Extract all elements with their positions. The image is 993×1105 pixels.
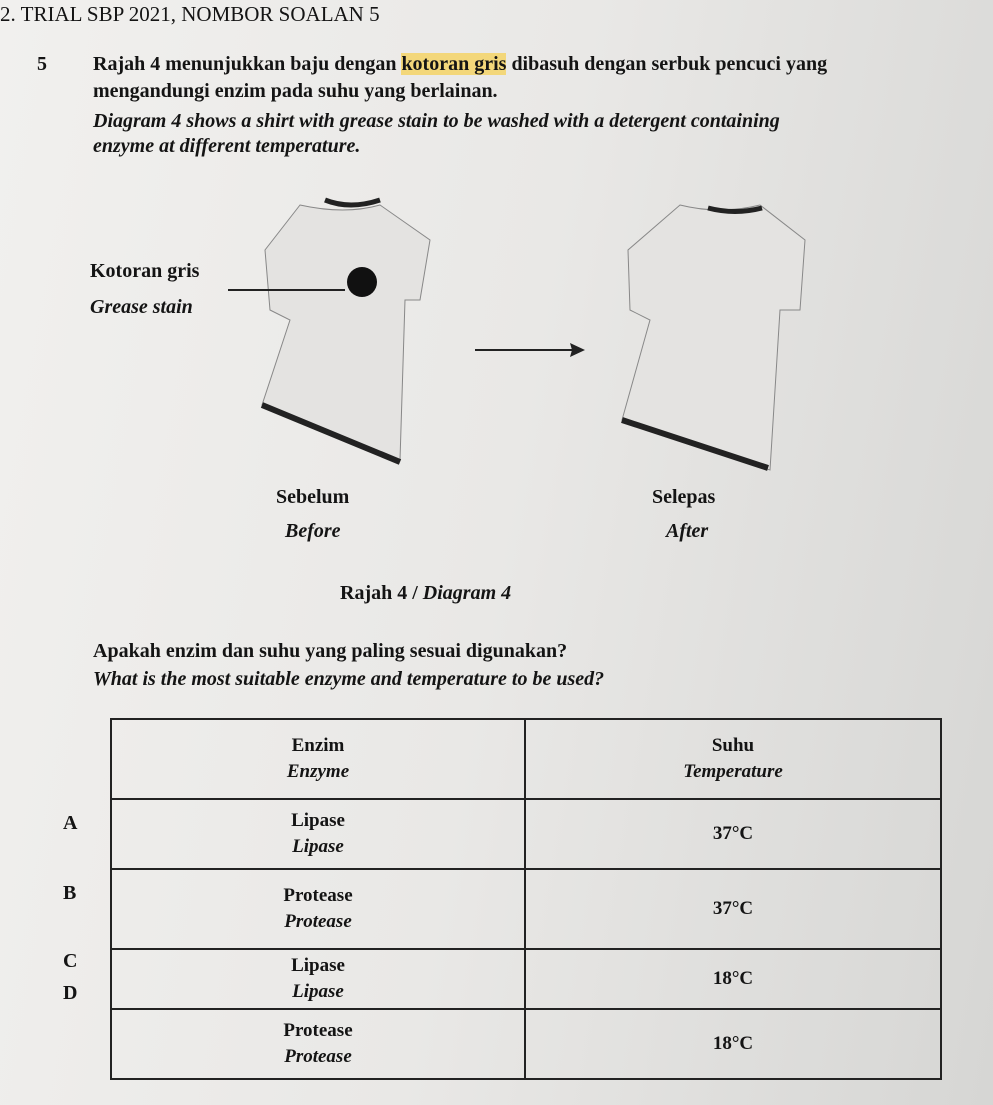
enzyme-cell [111, 949, 525, 1009]
shirt-before [262, 205, 430, 460]
text: Rajah 4 menunjukkan baju dengan [93, 53, 402, 75]
enzyme-cell [111, 799, 525, 869]
text: Temperature [683, 761, 783, 782]
temp-cell: 37°C [525, 799, 941, 869]
header: 2. TRIAL SBP 2021, NOMBOR SOALAN 5 [0, 2, 380, 26]
text: dibasuh dengan serbuk pencuci yang [506, 53, 828, 75]
text: Protease [283, 885, 353, 906]
prompt-en: What is the most suitable enzyme and temperature to be used? [93, 668, 605, 690]
text: Protease [284, 1046, 352, 1067]
question-ms-line2: mengandungi enzim pada suhu yang berlainan. [93, 80, 498, 102]
table-header [111, 719, 941, 799]
option-a-letter[interactable]: A [63, 812, 78, 834]
text: Lipase [291, 810, 345, 831]
table-row[interactable] [111, 949, 941, 1009]
after-en: After [666, 520, 709, 542]
temp-cell: 37°C [525, 869, 941, 949]
table-row[interactable] [111, 1009, 941, 1079]
grease-stain [347, 267, 377, 297]
table-row[interactable] [111, 869, 941, 949]
label-en: Grease stain [90, 296, 193, 318]
before-en: Before [285, 520, 341, 542]
temp-cell: 18°C [525, 1009, 941, 1079]
text: Lipase [291, 955, 345, 976]
text: Lipase [292, 836, 344, 857]
diagram-caption [340, 582, 511, 605]
text: Protease [283, 1020, 353, 1041]
after-ms: Selepas [652, 486, 716, 508]
question-en-line1: Diagram 4 shows a shirt with grease stain to be washed with a detergent containing [93, 110, 780, 132]
text: Enzim [291, 735, 345, 756]
arrow-icon [475, 343, 585, 357]
option-d-letter[interactable]: D [63, 982, 78, 1004]
text: Enzyme [286, 761, 350, 782]
temp-cell: 18°C [525, 949, 941, 1009]
header-enzyme [111, 719, 525, 799]
label-ms: Kotoran gris [90, 260, 200, 282]
question-number: 5 [37, 53, 47, 75]
enzyme-cell [111, 1009, 525, 1079]
question-en-line2: enzyme at different temperature. [93, 135, 361, 157]
diagram [0, 0, 993, 500]
text: Protease [284, 911, 352, 932]
text: Lipase [292, 981, 344, 1002]
options-table [110, 718, 942, 1080]
caption-en: Diagram 4 [422, 582, 512, 604]
table-row[interactable] [111, 799, 941, 869]
highlight: kotoran gris [401, 53, 507, 75]
prompt-ms: Apakah enzim dan suhu yang paling sesuai digunakan? [93, 640, 568, 662]
before-ms: Sebelum [276, 486, 350, 508]
option-b-letter[interactable]: B [63, 882, 77, 904]
enzyme-cell [111, 869, 525, 949]
caption-ms: Rajah 4 / [340, 582, 423, 604]
text: Suhu [711, 735, 755, 756]
header-temperature [525, 719, 941, 799]
option-c-letter[interactable]: C [63, 950, 78, 972]
